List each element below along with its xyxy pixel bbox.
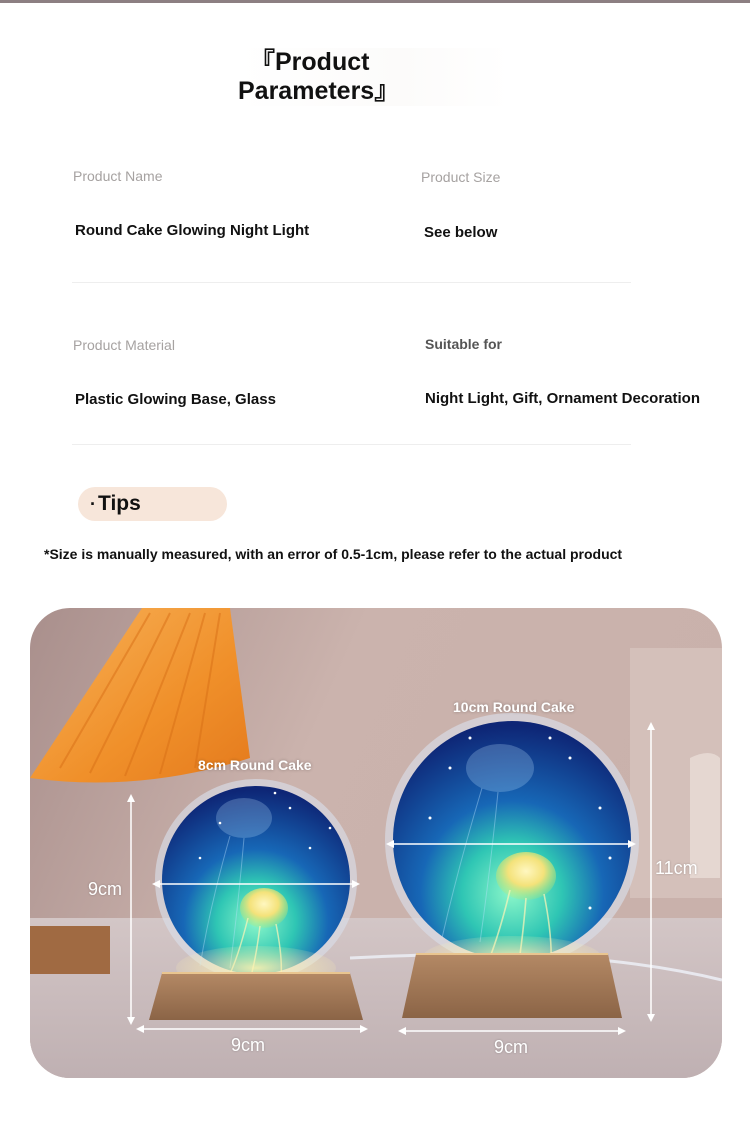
tips-badge — [78, 487, 227, 521]
page-title-line-2: Parameters』 — [238, 77, 400, 105]
tips-label: Tips — [98, 492, 141, 515]
large-lamp-caption: 10cm Round Cake — [453, 699, 575, 715]
divider — [72, 444, 631, 445]
bullet-dot: · — [90, 493, 96, 514]
large-lamp-width: 9cm — [494, 1037, 529, 1057]
suitable-for-label: Suitable for — [425, 336, 503, 352]
small-lamp-height: 9cm — [88, 879, 123, 899]
size-note: *Size is manually measured, with an error of 0.5-1cm, please refer to the actual product — [44, 546, 623, 562]
product-size-value: See below — [424, 224, 498, 241]
suitable-for-value: Night Light, Gift, Ornament Decoration — [425, 390, 700, 407]
page-title-line-1: 『Product — [250, 48, 370, 76]
product-size-label: Product Size — [421, 169, 501, 185]
product-name-label: Product Name — [73, 168, 163, 184]
divider — [72, 282, 631, 283]
large-lamp-height: 11cm — [655, 858, 698, 878]
product-name-value: Round Cake Glowing Night Light — [75, 222, 310, 239]
product-material-value: Plastic Glowing Base, Glass — [75, 391, 276, 408]
small-lamp-caption: 8cm Round Cake — [198, 757, 312, 773]
product-photo — [30, 608, 722, 1078]
product-photo-illustration — [30, 608, 722, 1078]
product-material-label: Product Material — [73, 337, 175, 353]
top-rule — [0, 0, 750, 3]
page-title — [238, 48, 510, 106]
small-lamp-width: 9cm — [231, 1035, 266, 1055]
